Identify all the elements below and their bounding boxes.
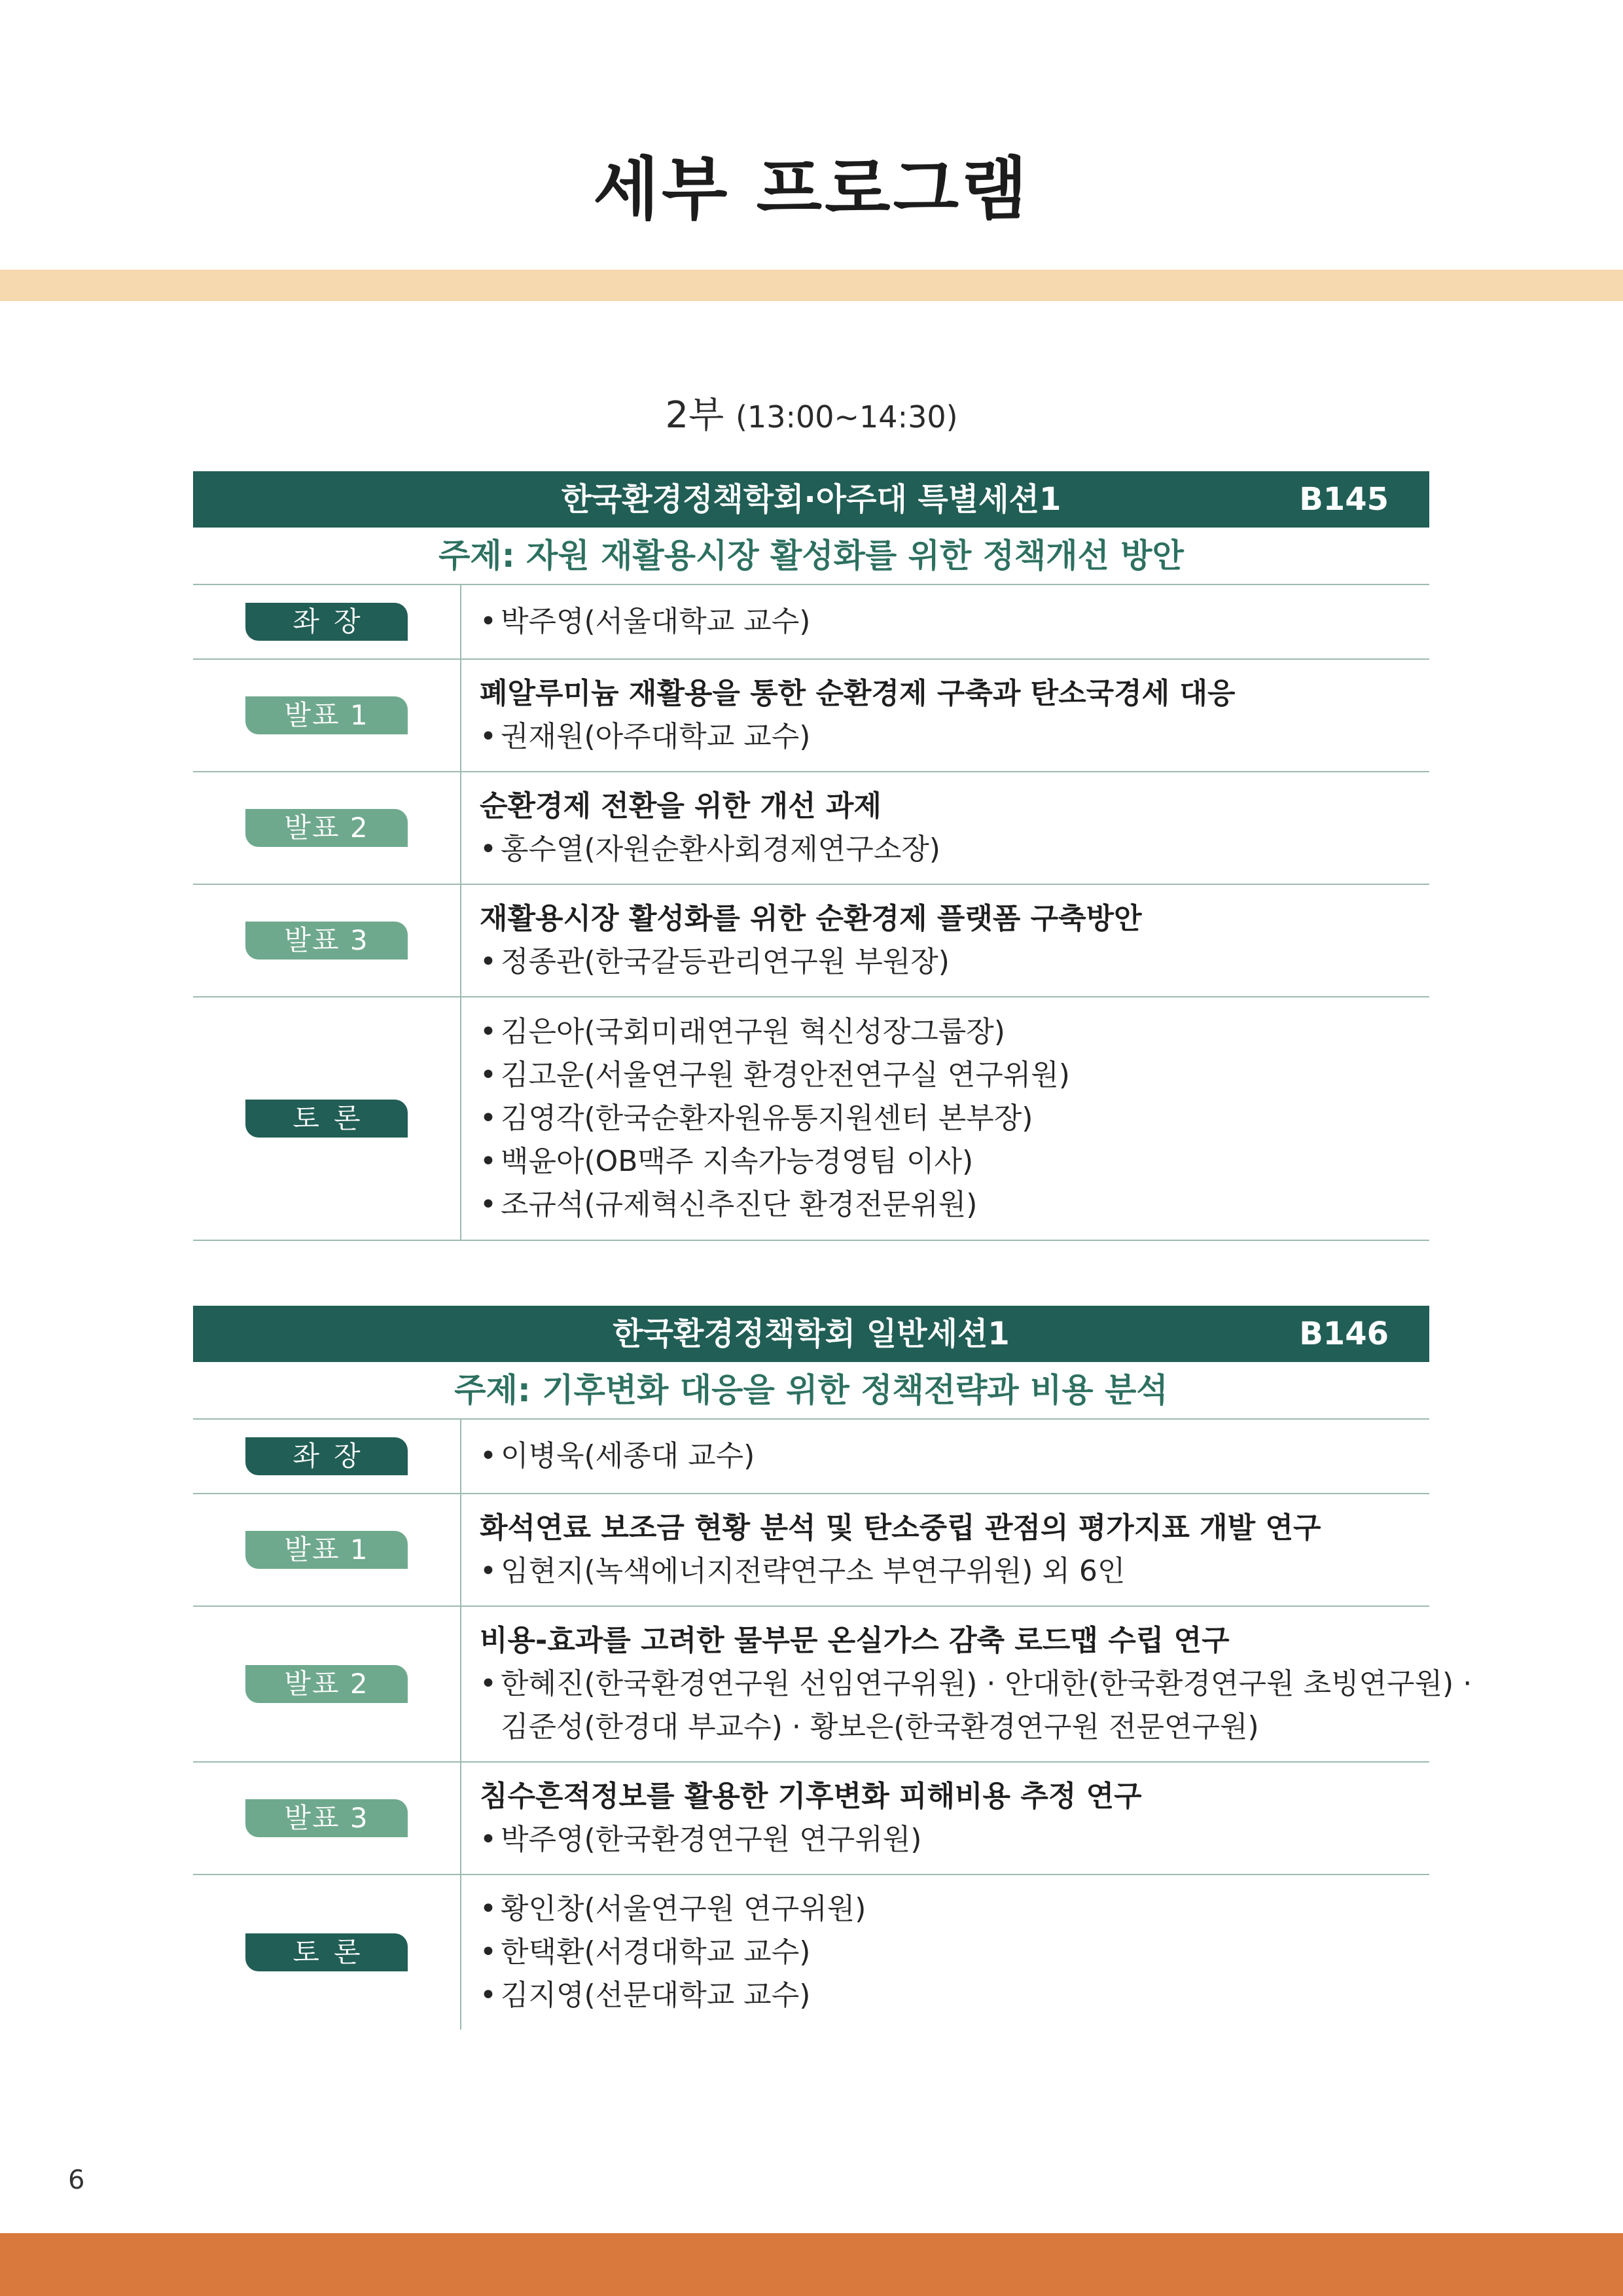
presentation-title: 침수흔적정보를 활용한 기후변화 피해비용 추정 연구 [480, 1780, 1142, 1813]
presenter: • 정종관(한국갈등관리연구원 부원장) [480, 945, 950, 978]
discussion-badge: 토론 [245, 1933, 408, 1971]
chair-badge: 좌장 [245, 1437, 408, 1475]
presentation-row-1 [193, 1494, 1429, 1607]
presentation-badge: 발표 3 [245, 1799, 408, 1837]
session-topic: 주제: 기후변화 대응을 위한 정책전략과 비용 분석 [193, 1362, 1429, 1420]
discussant: • 김고운(서울연구원 환경안전연구실 연구위원) [480, 1058, 1070, 1092]
part-heading [0, 386, 1623, 439]
presentation-badge: 발표 3 [245, 922, 408, 960]
discussant: • 백윤아(OB맥주 지속가능경영팀 이사) [480, 1145, 974, 1178]
discussant: • 김지영(선문대학교 교수) [480, 1979, 811, 2012]
discussant: • 조규석(규제혁신추진단 환경전문위원) [480, 1188, 978, 1221]
presenter-continued: 김준성(한경대 부교수) · 황보은(한국환경연구원 전문연구원) [501, 1710, 1259, 1744]
chair-badge: 좌장 [245, 603, 408, 641]
chair-person: • 박주영(서울대학교 교수) [480, 605, 811, 638]
part-time: (13:00~14:30) [735, 399, 958, 435]
presenter: • 박주영(한국환경연구원 연구위원) [480, 1823, 922, 1856]
session-b146 [193, 1306, 1472, 2030]
discussant: • 황인창(서울연구원 연구위원) [480, 1892, 866, 1926]
presenter: • 홍수열(자원순환사회경제연구소장) [480, 833, 940, 866]
presenter: • 한혜진(한국환경연구원 선임연구위원) · 안대한(한국환경연구원 초빙연구원) · [480, 1667, 1472, 1700]
presentation-badge: 발표 1 [245, 1531, 408, 1569]
part-name: 2부 [665, 394, 724, 437]
page-title: 세부 프로그램 [593, 149, 1030, 229]
presentation-row-2 [193, 772, 1429, 885]
session-b145 [193, 471, 1429, 1241]
discussion-row [193, 1875, 1429, 2030]
discussion-badge: 토론 [245, 1100, 408, 1138]
bottom-decorative-band [0, 2233, 1623, 2296]
chair-row [193, 585, 1429, 660]
session-room: B146 [1299, 1316, 1389, 1352]
presentation-title: 재활용시장 활성화를 위한 순환경제 플랫폼 구축방안 [480, 902, 1142, 935]
presentation-badge: 발표 2 [245, 1665, 408, 1703]
discussant: • 김영각(한국순환자원유통지원센터 본부장) [480, 1102, 1033, 1135]
session-room: B145 [1299, 481, 1389, 518]
presentation-row-1 [193, 660, 1429, 772]
top-decorative-band [0, 270, 1623, 301]
presentation-title: 순환경제 전환을 위한 개선 과제 [480, 789, 882, 823]
presentation-row-3 [193, 885, 1429, 997]
presentation-row-2 [193, 1607, 1472, 1763]
discussant: • 김은아(국회미래연구원 혁신성장그룹장) [480, 1015, 1005, 1049]
presentation-title: 폐알루미늄 재활용을 통한 순환경제 구축과 탄소국경세 대응 [480, 677, 1236, 710]
presentation-badge: 발표 2 [245, 809, 408, 847]
presentation-title: 화석연료 보조금 현황 분석 및 탄소중립 관점의 평가지표 개발 연구 [480, 1511, 1321, 1545]
discussant: • 한택환(서경대학교 교수) [480, 1935, 811, 1969]
presenter: • 임현지(녹색에너지전략연구소 부연구위원) 외 6인 [480, 1554, 1126, 1588]
page-number: 6 [68, 2165, 85, 2195]
presentation-title: 비용-효과를 고려한 물부문 온실가스 감축 로드맵 수립 연구 [480, 1624, 1230, 1657]
discussion-row [193, 997, 1429, 1241]
presentation-row-3 [193, 1763, 1429, 1875]
session-title: 한국환경정책학회 일반세션1 [613, 1316, 1010, 1352]
session-title: 한국환경정책학회·아주대 특별세션1 [561, 481, 1061, 518]
chair-person: • 이병욱(세종대 교수) [480, 1439, 755, 1473]
session-topic: 주제: 자원 재활용시장 활성화를 위한 정책개선 방안 [193, 528, 1429, 585]
presentation-badge: 발표 1 [245, 696, 408, 734]
session-header [193, 471, 1429, 528]
presenter: • 권재원(아주대학교 교수) [480, 720, 811, 753]
chair-row [193, 1420, 1429, 1494]
session-header [193, 1306, 1429, 1362]
